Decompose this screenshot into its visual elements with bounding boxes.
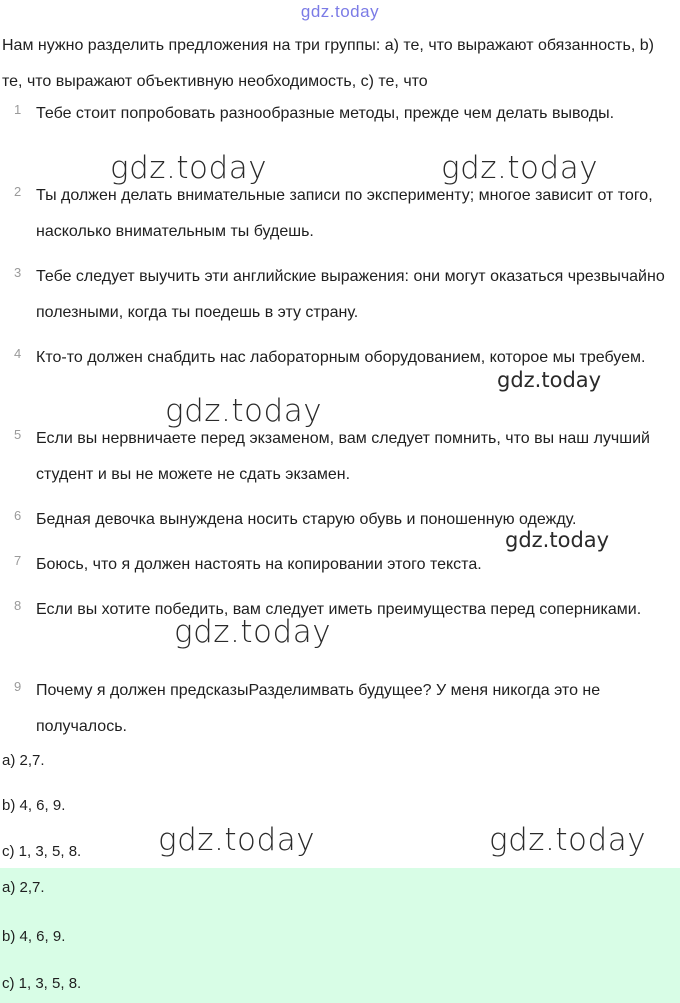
answer-box-a: a) 2,7. — [2, 879, 45, 896]
answer-a: a) 2,7. — [2, 752, 45, 769]
item-number: 2 — [14, 184, 22, 199]
item-text: Если вы хотите победить, вам следует иметь преимущества перед соперниками. — [36, 601, 642, 618]
item-text: Почему я должен предсказыРазделимвать будущее? У меня никогда это не получалось. — [36, 682, 601, 735]
item-number: 9 — [14, 679, 22, 694]
answer-box-b: b) 4, 6, 9. — [2, 928, 66, 945]
item-text: Если вы нервничаете перед экзаменом, вам следует помнить, что вы наш лучший студент и вы не можете не сдать экзамен. — [36, 430, 650, 483]
answer-c: c) 1, 3, 5, 8. — [2, 843, 82, 860]
watermark: gdz.today — [158, 822, 316, 858]
item-number: 1 — [14, 102, 22, 117]
watermark: gdz.today — [441, 150, 599, 186]
watermark: gdz.today — [489, 822, 647, 858]
item-text: Бедная девочка вынуждена носить старую обувь и поношенную одежду. — [36, 511, 577, 528]
answer-box — [0, 868, 680, 1003]
item-number: 7 — [14, 553, 22, 568]
answer-box-c: c) 1, 3, 5, 8. — [2, 975, 82, 992]
watermark: gdz.today — [165, 393, 323, 429]
answer-b: b) 4, 6, 9. — [2, 797, 66, 814]
watermark-top: gdz.today — [300, 2, 380, 21]
item-number: 3 — [14, 265, 22, 280]
item-text: Кто-то должен снабдить нас лабораторным оборудованием, которое мы требуем. — [36, 349, 646, 366]
item-text: Тебе стоит попробовать разнообразные методы, прежде чем делать выводы. — [36, 105, 615, 122]
item-number: 4 — [14, 346, 22, 361]
item-number: 5 — [14, 427, 22, 442]
item-text: Тебе следует выучить эти английские выражения: они могут оказаться чрезвычайно полезными, когда ты поедешь в эту страну. — [36, 268, 665, 321]
watermark: gdz.today — [174, 614, 332, 650]
item-number: 8 — [14, 598, 22, 613]
watermark: gdz.today — [110, 150, 268, 186]
item-text: Ты должен делать внимательные записи по эксперименту; многое зависит от того, насколько внимательным ты будешь. — [36, 187, 653, 240]
item-text: Боюсь, что я должен настоять на копировании этого текста. — [36, 556, 482, 573]
watermark: gdz.today — [497, 368, 602, 392]
intro-paragraph: Нам нужно разделить предложения на три группы: a) те, что выражают обязанность, b) те, что выражают объективную необходимость, c) те, что — [2, 37, 654, 90]
item-number: 6 — [14, 508, 22, 523]
watermark: gdz.today — [505, 528, 610, 552]
